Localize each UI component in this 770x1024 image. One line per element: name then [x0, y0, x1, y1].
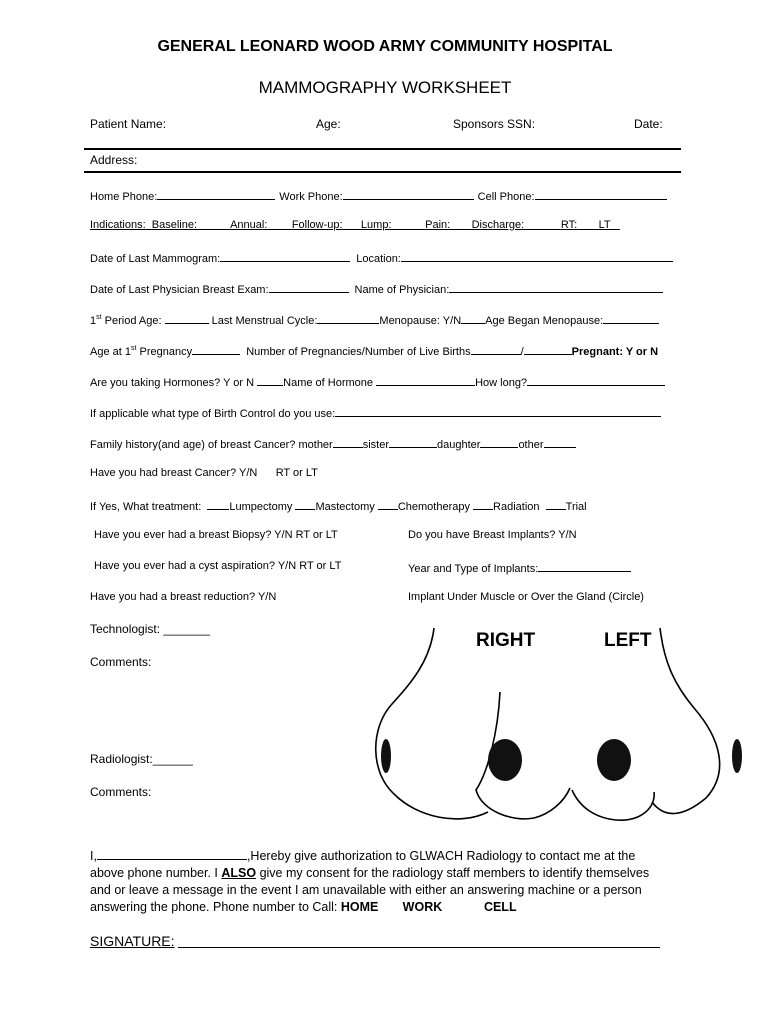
- first-preg-field[interactable]: [192, 343, 240, 355]
- family-history-label: Family history(and age) of breast Cancer? mother: [90, 439, 333, 451]
- right-outer-nipple: [381, 739, 391, 773]
- first-period-label: Period Age:: [104, 315, 162, 327]
- preg-slash: /: [520, 346, 524, 358]
- daughter-field[interactable]: [480, 436, 518, 448]
- daughter-label: daughter: [437, 439, 481, 451]
- menopause-field[interactable]: [461, 312, 485, 324]
- hormones-row: [90, 374, 665, 389]
- patient-name-label: Patient Name:: [90, 117, 167, 131]
- center-left-outline: [572, 790, 654, 820]
- left-nipple: [597, 739, 631, 781]
- mother-field[interactable]: [333, 436, 363, 448]
- technologist-blank[interactable]: _______: [163, 622, 211, 636]
- mastectomy-field[interactable]: [295, 498, 315, 510]
- rad-comments-label: Comments:: [90, 785, 152, 799]
- lumpectomy-field[interactable]: [207, 498, 229, 510]
- left-label: LEFT: [604, 630, 652, 651]
- exam-row: [90, 281, 663, 296]
- left-breast-outline: [652, 628, 720, 814]
- reduction-question: Have you had a breast reduction? Y/N: [90, 591, 277, 603]
- location-label: Location:: [356, 253, 401, 265]
- biopsy-question: Have you ever had a breast Biopsy? Y/N RT or LT: [94, 529, 338, 541]
- pregnant-label: Pregnant: Y or N: [571, 346, 659, 358]
- auth-also: ALSO: [221, 866, 257, 880]
- breast-diagram: [364, 622, 750, 824]
- other-field[interactable]: [544, 436, 576, 448]
- radiologist-row: [90, 752, 193, 766]
- date-label: Date:: [634, 117, 663, 131]
- first-preg-label-b: Pregnancy: [139, 346, 193, 358]
- sister-field[interactable]: [389, 436, 437, 448]
- other-label: other: [518, 439, 544, 451]
- right-label: RIGHT: [476, 630, 536, 651]
- technologist-row: [90, 622, 210, 636]
- lump-option[interactable]: Lump:: [360, 219, 392, 231]
- implant-type-field[interactable]: [538, 560, 631, 572]
- home-phone-label: Home Phone:: [90, 191, 158, 203]
- annual-option[interactable]: Annual:: [230, 219, 268, 231]
- followup-option[interactable]: Follow-up:: [291, 219, 343, 231]
- physician-field[interactable]: [449, 281, 663, 293]
- signature-line[interactable]: [178, 947, 660, 948]
- implants-question: Do you have Breast Implants? Y/N: [408, 529, 577, 541]
- auth-i: I,: [90, 849, 97, 863]
- worksheet-title: MAMMOGRAPHY WORKSHEET: [258, 78, 512, 97]
- last-exam-field[interactable]: [269, 281, 349, 293]
- cell-phone-field[interactable]: [535, 188, 667, 200]
- how-long-field[interactable]: [527, 374, 665, 386]
- indications-label: Indications:: [90, 219, 146, 231]
- cell-phone-label: Cell Phone:: [477, 191, 535, 203]
- address-label: Address:: [90, 153, 138, 167]
- lumpectomy-label: Lumpectomy: [229, 501, 293, 513]
- cyst-question: Have you ever had a cyst aspiration? Y/N RT or LT: [94, 560, 342, 572]
- menopause-age-label: Age Began Menopause:: [485, 315, 604, 327]
- cancer-row: [90, 467, 318, 479]
- last-mammogram-label: Date of Last Mammogram:: [90, 253, 221, 265]
- pregnancy-row: [90, 343, 658, 358]
- auth-cell[interactable]: CELL: [483, 900, 517, 914]
- last-exam-label: Date of Last Physician Breast Exam:: [90, 284, 269, 296]
- right-breast-outline: [376, 628, 488, 819]
- technologist-label: Technologist:: [90, 622, 161, 636]
- treatment-label: If Yes, What treatment:: [90, 501, 202, 513]
- auth-home[interactable]: HOME: [340, 900, 379, 914]
- chemo-label: Chemotherapy: [397, 501, 470, 513]
- age-label: Age:: [316, 117, 341, 131]
- hormones-field[interactable]: [257, 374, 283, 386]
- had-cancer-label: Have you had breast Cancer? Y/N: [90, 467, 258, 479]
- first-period-sup: st: [96, 314, 102, 321]
- num-preg-field[interactable]: [471, 343, 521, 355]
- first-period-field[interactable]: [165, 312, 209, 324]
- work-phone-field[interactable]: [343, 188, 474, 200]
- lmp-field[interactable]: [317, 312, 379, 324]
- left-outer-nipple: [732, 739, 742, 773]
- implant-position-question: Implant Under Muscle or Over the Gland (Circle): [408, 591, 644, 603]
- birth-control-field[interactable]: [335, 405, 661, 417]
- radiologist-label: Radiologist:: [90, 752, 153, 766]
- period-row: 1st Period Age: Last Menstrual Cycle: Menopause: Y/N Age Began Menopause:: [90, 312, 659, 327]
- num-preg-label: Number of Pregnancies/Number of Live Births: [246, 346, 471, 358]
- implant-type-row: [408, 560, 631, 575]
- sister-label: sister: [362, 439, 389, 451]
- birth-control-label: If applicable what type of Birth Control do you use:: [90, 408, 336, 420]
- signature-label: SIGNATURE:: [90, 933, 175, 949]
- pain-option[interactable]: Pain:: [425, 219, 451, 231]
- rt-option[interactable]: RT:: [560, 219, 578, 231]
- treatment-row: [90, 498, 587, 513]
- indications-row: [90, 219, 620, 231]
- implant-type-label: Year and Type of Implants:: [408, 563, 539, 575]
- first-preg-sup: st: [130, 345, 137, 352]
- chemo-field[interactable]: [378, 498, 398, 510]
- hormone-name-label: Name of Hormone: [283, 377, 374, 389]
- birth-control-row: [90, 405, 661, 420]
- radiation-label: Radiation: [493, 501, 540, 513]
- radiation-field[interactable]: [473, 498, 493, 510]
- auth-work[interactable]: WORK: [402, 900, 443, 914]
- menopause-age-field[interactable]: [603, 312, 659, 324]
- hospital-title: GENERAL LEONARD WOOD ARMY COMMUNITY HOSPITAL: [157, 38, 613, 55]
- radiologist-blank[interactable]: ______: [152, 752, 193, 766]
- home-phone-field[interactable]: [157, 188, 275, 200]
- discharge-option[interactable]: Discharge:: [471, 219, 525, 231]
- authorization-text: [90, 848, 670, 916]
- patient-divider: [84, 148, 681, 150]
- work-phone-label: Work Phone:: [279, 191, 343, 203]
- how-long-label: How long?: [475, 377, 528, 389]
- location-field[interactable]: [401, 250, 673, 262]
- last-mammogram-field[interactable]: [220, 250, 350, 262]
- baseline-option[interactable]: Baseline:: [151, 219, 198, 231]
- had-cancer-side: RT or LT: [275, 467, 318, 479]
- mammogram-row: [90, 250, 673, 265]
- live-births-field[interactable]: [524, 343, 572, 355]
- auth-text-1: ,Hereby give authorization to GLWACH Radiology to contact me at the above phone number. I: [90, 849, 636, 880]
- phone-row: [90, 188, 667, 203]
- right-nipple: [488, 739, 522, 781]
- trial-label: Trial: [565, 501, 587, 513]
- auth-text-2: give my consent for the radiology staff members to identify themselves and or leave a message in the event I am unavailable with either an answering machine or a person answering the phone. Phone number to Call:: [90, 866, 650, 914]
- mastectomy-label: Mastectomy: [315, 501, 375, 513]
- auth-name-field[interactable]: [97, 848, 247, 860]
- menopause-label: Menopause: Y/N: [379, 315, 462, 327]
- hormones-label: Are you taking Hormones? Y or N: [90, 377, 255, 389]
- hormone-name-field[interactable]: [376, 374, 475, 386]
- first-preg-label: Age at 1: [90, 346, 131, 358]
- lmp-label: Last Menstrual Cycle:: [211, 315, 318, 327]
- trial-field[interactable]: [546, 498, 566, 510]
- physician-label: Name of Physician:: [354, 284, 450, 296]
- ssn-label: Sponsors SSN:: [453, 117, 536, 131]
- address-divider: [84, 171, 681, 173]
- tech-comments-label: Comments:: [90, 655, 152, 669]
- family-history-row: [90, 436, 576, 451]
- lt-option[interactable]: LT: [598, 219, 611, 231]
